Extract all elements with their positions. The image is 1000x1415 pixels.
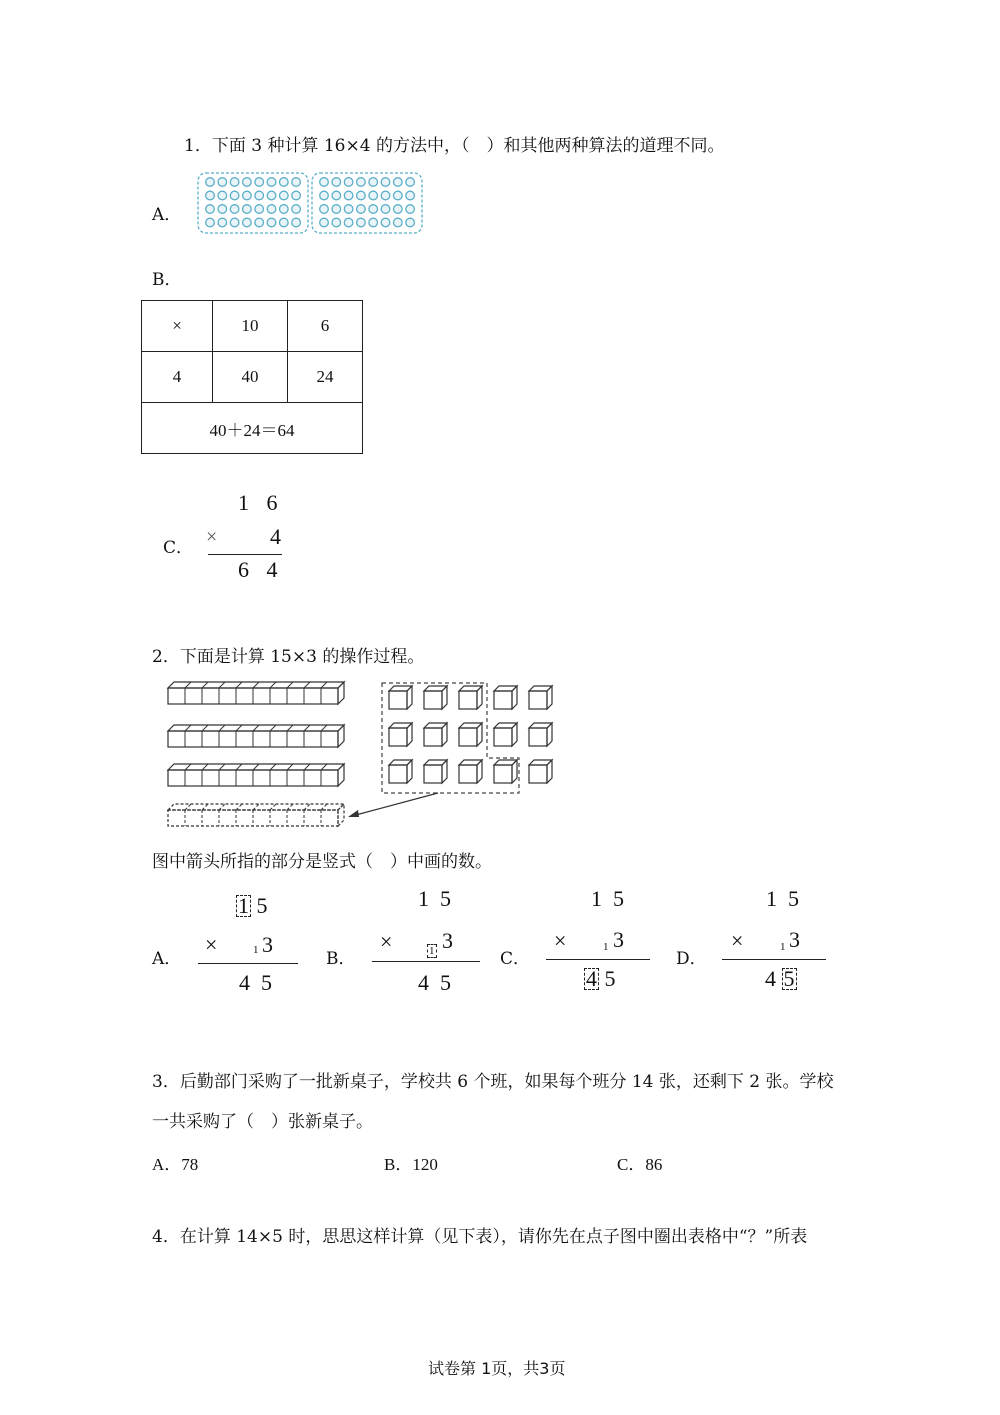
unit-cube-front bbox=[459, 691, 477, 709]
dot bbox=[369, 178, 378, 187]
q2-a-result bbox=[239, 970, 272, 996]
dot bbox=[381, 178, 390, 187]
dot bbox=[320, 191, 329, 200]
unit-cube-side bbox=[477, 686, 482, 709]
dot bbox=[332, 191, 341, 200]
unit-cube-side bbox=[442, 723, 447, 746]
ten-rod-divider bbox=[236, 804, 242, 810]
q1-c-sign: × bbox=[206, 526, 218, 548]
page-footer: 试卷第 1页，共3页 bbox=[428, 1359, 566, 1378]
q2-c-top-d1: 1 bbox=[591, 886, 602, 911]
q1-c-top: 1 6 bbox=[238, 490, 284, 515]
ten-rod-divider bbox=[219, 804, 225, 810]
unit-cube-side bbox=[547, 686, 552, 709]
dot bbox=[243, 191, 252, 200]
q2-c-result bbox=[584, 966, 616, 992]
q2-c-mult: 3 bbox=[613, 927, 624, 952]
q2-d-res-d2: 5 bbox=[783, 966, 795, 991]
q4-stem: 4．在计算 14×5 时，思思这样计算（见下表），请你先在点子图中圈出表格中“？”所表 bbox=[152, 1227, 808, 1247]
ten-rod-divider bbox=[304, 725, 310, 731]
unit-cube-side bbox=[442, 760, 447, 783]
q2-b-carry-box: 1 bbox=[429, 945, 435, 957]
q2-b-top bbox=[418, 886, 451, 912]
q1-c-rule bbox=[208, 554, 282, 555]
q2-d-carry: 1 bbox=[780, 941, 786, 953]
ten-rod-divider bbox=[202, 764, 208, 770]
q2-a-rule bbox=[198, 963, 298, 964]
dot bbox=[381, 218, 390, 227]
q2-c-top-d2: 5 bbox=[613, 886, 624, 911]
q2-d-rule bbox=[722, 959, 826, 960]
q3-option-a: A．78 bbox=[152, 1155, 199, 1174]
dot bbox=[206, 218, 215, 227]
q2-c-res-d1: 4 bbox=[586, 966, 597, 991]
dot bbox=[332, 205, 341, 214]
q2-option-b-label: B． bbox=[326, 949, 356, 969]
ten-rod-divider bbox=[185, 682, 191, 688]
unit-cube-front bbox=[529, 691, 547, 709]
q2-a-carry: 1 bbox=[253, 944, 259, 956]
dot bbox=[267, 218, 276, 227]
unit-cube-side bbox=[442, 686, 447, 709]
dot bbox=[230, 191, 239, 200]
unit-cube-front bbox=[529, 728, 547, 746]
unit-cube-side bbox=[547, 723, 552, 746]
unit-cube-side bbox=[407, 686, 412, 709]
unit-cube-side bbox=[512, 760, 517, 783]
arrow-head bbox=[348, 810, 359, 817]
dot bbox=[344, 205, 353, 214]
unit-cube-side bbox=[547, 760, 552, 783]
ten-rod-divider bbox=[304, 764, 310, 770]
q1-stem: 1．下面 3 种计算 16×4 的方法中，（ ）和其他两种算法的道理不同。 bbox=[184, 136, 725, 156]
ten-rod-divider bbox=[253, 725, 259, 731]
dot bbox=[406, 178, 415, 187]
dot bbox=[406, 218, 415, 227]
dot bbox=[218, 178, 227, 187]
dot bbox=[292, 205, 301, 214]
ten-rod-divider bbox=[321, 764, 327, 770]
ten-rod-divider bbox=[287, 725, 293, 731]
dot bbox=[292, 218, 301, 227]
q2-d-res-d1: 4 bbox=[765, 966, 776, 991]
q2-option-c-label: C． bbox=[500, 949, 531, 969]
q2-c-res-d2: 5 bbox=[604, 966, 616, 991]
ten-rod-divider bbox=[219, 682, 225, 688]
q2-c-rule bbox=[546, 959, 650, 960]
dot bbox=[230, 205, 239, 214]
q1-option-b-label: B． bbox=[152, 270, 182, 290]
dot bbox=[320, 218, 329, 227]
q2-b-res-d1: 4 bbox=[418, 970, 429, 995]
dot bbox=[357, 178, 366, 187]
q2-b-sign: × bbox=[380, 929, 393, 954]
q2-option-a-label: A． bbox=[152, 949, 182, 969]
dot bbox=[320, 205, 329, 214]
q1-option-c-label: C． bbox=[163, 538, 194, 558]
q3-option-c: C．86 bbox=[617, 1155, 663, 1174]
ten-rod-divider bbox=[270, 682, 276, 688]
unit-cube-side bbox=[477, 760, 482, 783]
dot bbox=[394, 191, 403, 200]
q2-stem: 2．下面是计算 15×3 的操作过程。 bbox=[152, 647, 425, 667]
q2-d-top-d2: 5 bbox=[788, 886, 799, 911]
unit-cube-side bbox=[512, 723, 517, 746]
dot bbox=[255, 205, 264, 214]
ten-rod-divider bbox=[287, 804, 293, 810]
table-cell: 24 bbox=[288, 352, 363, 403]
unit-cube-side bbox=[407, 760, 412, 783]
dot bbox=[267, 191, 276, 200]
table-cell: × bbox=[142, 301, 213, 352]
dot bbox=[394, 178, 403, 187]
q2-d-top-d1: 1 bbox=[766, 886, 777, 911]
unit-cube-front bbox=[494, 691, 512, 709]
q2-a-res-d1: 4 bbox=[239, 970, 250, 995]
dot bbox=[381, 191, 390, 200]
dot bbox=[243, 178, 252, 187]
dot bbox=[243, 205, 252, 214]
ten-rod-divider bbox=[185, 804, 191, 810]
dot bbox=[267, 205, 276, 214]
dot bbox=[206, 205, 215, 214]
unit-cube-side bbox=[512, 686, 517, 709]
q2-d-mult: 3 bbox=[789, 927, 800, 952]
q2-c-carry: 1 bbox=[603, 941, 609, 953]
ten-rod-divider bbox=[185, 764, 191, 770]
ten-rod-divider bbox=[321, 725, 327, 731]
unit-cube-front bbox=[389, 691, 407, 709]
q2-b-carry bbox=[427, 944, 437, 958]
dot bbox=[280, 218, 289, 227]
dot bbox=[230, 218, 239, 227]
unit-cube-side bbox=[477, 723, 482, 746]
ten-rod-side bbox=[338, 764, 344, 786]
table-cell: 40 bbox=[213, 352, 288, 403]
q2-d-top bbox=[766, 886, 799, 912]
ten-rod-divider bbox=[321, 804, 327, 810]
ten-rod-divider bbox=[304, 804, 310, 810]
q2-b-top-d1: 1 bbox=[418, 886, 429, 911]
ten-rod-top bbox=[168, 804, 344, 810]
ten-rod-divider bbox=[270, 725, 276, 731]
dot bbox=[406, 205, 415, 214]
dot bbox=[344, 191, 353, 200]
q1-dot-array bbox=[196, 172, 426, 236]
dot bbox=[292, 191, 301, 200]
ten-rod-divider bbox=[253, 682, 259, 688]
unit-cube-front bbox=[459, 765, 477, 783]
dot bbox=[243, 218, 252, 227]
ten-rod-divider bbox=[202, 804, 208, 810]
unit-cube-front bbox=[424, 765, 442, 783]
dot bbox=[344, 218, 353, 227]
q1-c-mult: 4 bbox=[270, 524, 281, 549]
q2-a-res-d2: 5 bbox=[261, 970, 272, 995]
ten-rod-divider bbox=[202, 725, 208, 731]
dot bbox=[218, 205, 227, 214]
dot bbox=[332, 218, 341, 227]
ten-rod-divider bbox=[287, 682, 293, 688]
ten-rod-side bbox=[338, 682, 344, 704]
dot bbox=[332, 178, 341, 187]
q2-c-top bbox=[591, 886, 624, 912]
q2-a-top-d1: 1 bbox=[238, 893, 249, 918]
dot bbox=[369, 191, 378, 200]
q2-b-result bbox=[418, 970, 451, 996]
q2-b-res-d2: 5 bbox=[440, 970, 451, 995]
dot bbox=[280, 191, 289, 200]
q3-option-b: B．120 bbox=[384, 1155, 438, 1174]
dot bbox=[218, 218, 227, 227]
q2-b-mult: 3 bbox=[442, 928, 453, 953]
q2-d-result bbox=[765, 966, 797, 992]
unit-cube-front bbox=[494, 765, 512, 783]
unit-cube-side bbox=[407, 723, 412, 746]
ten-rod-divider bbox=[270, 804, 276, 810]
q1-multiplication-table bbox=[141, 300, 363, 454]
dot bbox=[320, 178, 329, 187]
q2-d-sign: × bbox=[731, 928, 744, 953]
ten-rod-divider bbox=[236, 764, 242, 770]
unit-cube-front bbox=[389, 728, 407, 746]
dot bbox=[267, 178, 276, 187]
dot bbox=[381, 205, 390, 214]
dot bbox=[357, 218, 366, 227]
q2-option-d-label: D． bbox=[676, 949, 707, 969]
dot bbox=[206, 191, 215, 200]
q2-b-top-d2: 5 bbox=[440, 886, 451, 911]
table-cell: 6 bbox=[288, 301, 363, 352]
dot bbox=[280, 205, 289, 214]
ten-rod-divider bbox=[270, 764, 276, 770]
q2-a-mult: 3 bbox=[262, 932, 273, 957]
unit-cube-front bbox=[529, 765, 547, 783]
ten-cube-group-outline bbox=[382, 683, 519, 793]
q1-c-result: 6 4 bbox=[238, 557, 284, 582]
unit-cube-front bbox=[424, 728, 442, 746]
ten-rod-divider bbox=[253, 804, 259, 810]
unit-cube-front bbox=[424, 691, 442, 709]
ten-rod-side bbox=[338, 725, 344, 747]
dot bbox=[230, 178, 239, 187]
dot bbox=[255, 218, 264, 227]
ten-rod-divider bbox=[219, 725, 225, 731]
q1-option-a-label: A． bbox=[152, 205, 182, 225]
ten-rod-divider bbox=[236, 725, 242, 731]
ten-rod-divider bbox=[236, 682, 242, 688]
ten-rod-divider bbox=[287, 764, 293, 770]
dot bbox=[406, 191, 415, 200]
table-cell: 4 bbox=[142, 352, 213, 403]
arrow-line bbox=[352, 793, 438, 816]
dot bbox=[280, 178, 289, 187]
q2-a-top-d2: 5 bbox=[256, 893, 268, 918]
table-cell: 10 bbox=[213, 301, 288, 352]
unit-cube-front bbox=[459, 728, 477, 746]
q2-b-rule bbox=[372, 961, 480, 962]
dot bbox=[292, 178, 301, 187]
q3-stem-line1: 3．后勤部门采购了一批新桌子，学校共 6 个班，如果每个班分 14 张，还剩下 2 张。学校 bbox=[152, 1072, 834, 1092]
ten-rod-divider bbox=[219, 764, 225, 770]
q2-cube-diagram bbox=[160, 676, 570, 836]
dot bbox=[218, 191, 227, 200]
ten-rod-divider bbox=[253, 764, 259, 770]
dot bbox=[394, 205, 403, 214]
ten-rod-divider bbox=[185, 725, 191, 731]
ten-rod-divider bbox=[304, 682, 310, 688]
dot bbox=[369, 218, 378, 227]
q3-stem-line2: 一共采购了（ ）张新桌子。 bbox=[152, 1112, 373, 1132]
unit-cube-front bbox=[494, 728, 512, 746]
unit-cube-front bbox=[389, 765, 407, 783]
q2-c-sign: × bbox=[554, 928, 567, 953]
q2-a-top bbox=[236, 893, 268, 919]
table-sum-cell: 40＋24＝64 bbox=[142, 403, 363, 454]
dot bbox=[357, 191, 366, 200]
ten-rod-divider bbox=[202, 682, 208, 688]
dot bbox=[344, 178, 353, 187]
q2-a-sign: × bbox=[205, 932, 218, 957]
dot bbox=[255, 178, 264, 187]
dot bbox=[357, 205, 366, 214]
dot bbox=[206, 178, 215, 187]
dot bbox=[394, 218, 403, 227]
dot bbox=[255, 191, 264, 200]
ten-rod-divider bbox=[321, 682, 327, 688]
q2-question: 图中箭头所指的部分是竖式（ ）中画的数。 bbox=[152, 852, 492, 872]
dot bbox=[369, 205, 378, 214]
